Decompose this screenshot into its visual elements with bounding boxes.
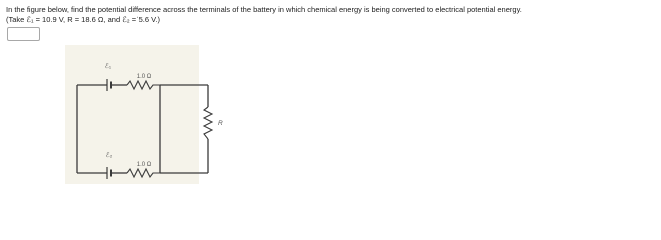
resistor-bottom-zigzag: [127, 169, 160, 177]
question-given-values: (Take ℰ₁ = 10.9 V, R = 18.6 Ω, and ℰ₂ =ˈ5.6 V.): [6, 15, 161, 24]
emf2-label: ℰ₂: [105, 152, 113, 159]
resistor-top-label: 1.0 Ω: [136, 74, 152, 80]
resistor-top-zigzag: [127, 81, 160, 89]
circuit-diagram: [65, 45, 223, 184]
emf1-label: ℰ₁: [104, 63, 112, 70]
resistor-r-label: R: [218, 120, 223, 127]
question-text-line1: In the figure below, find the potential difference across the terminals of the battery in which chemical energy is being converted to electrical potential energy.: [6, 5, 522, 14]
resistor-r-zigzag: [204, 107, 212, 139]
battery-e2-symbol: [107, 167, 111, 179]
battery-e1-symbol: [107, 79, 111, 91]
resistor-bottom-label: 1.0 Ω: [136, 162, 152, 168]
answer-input[interactable]: [7, 27, 40, 41]
